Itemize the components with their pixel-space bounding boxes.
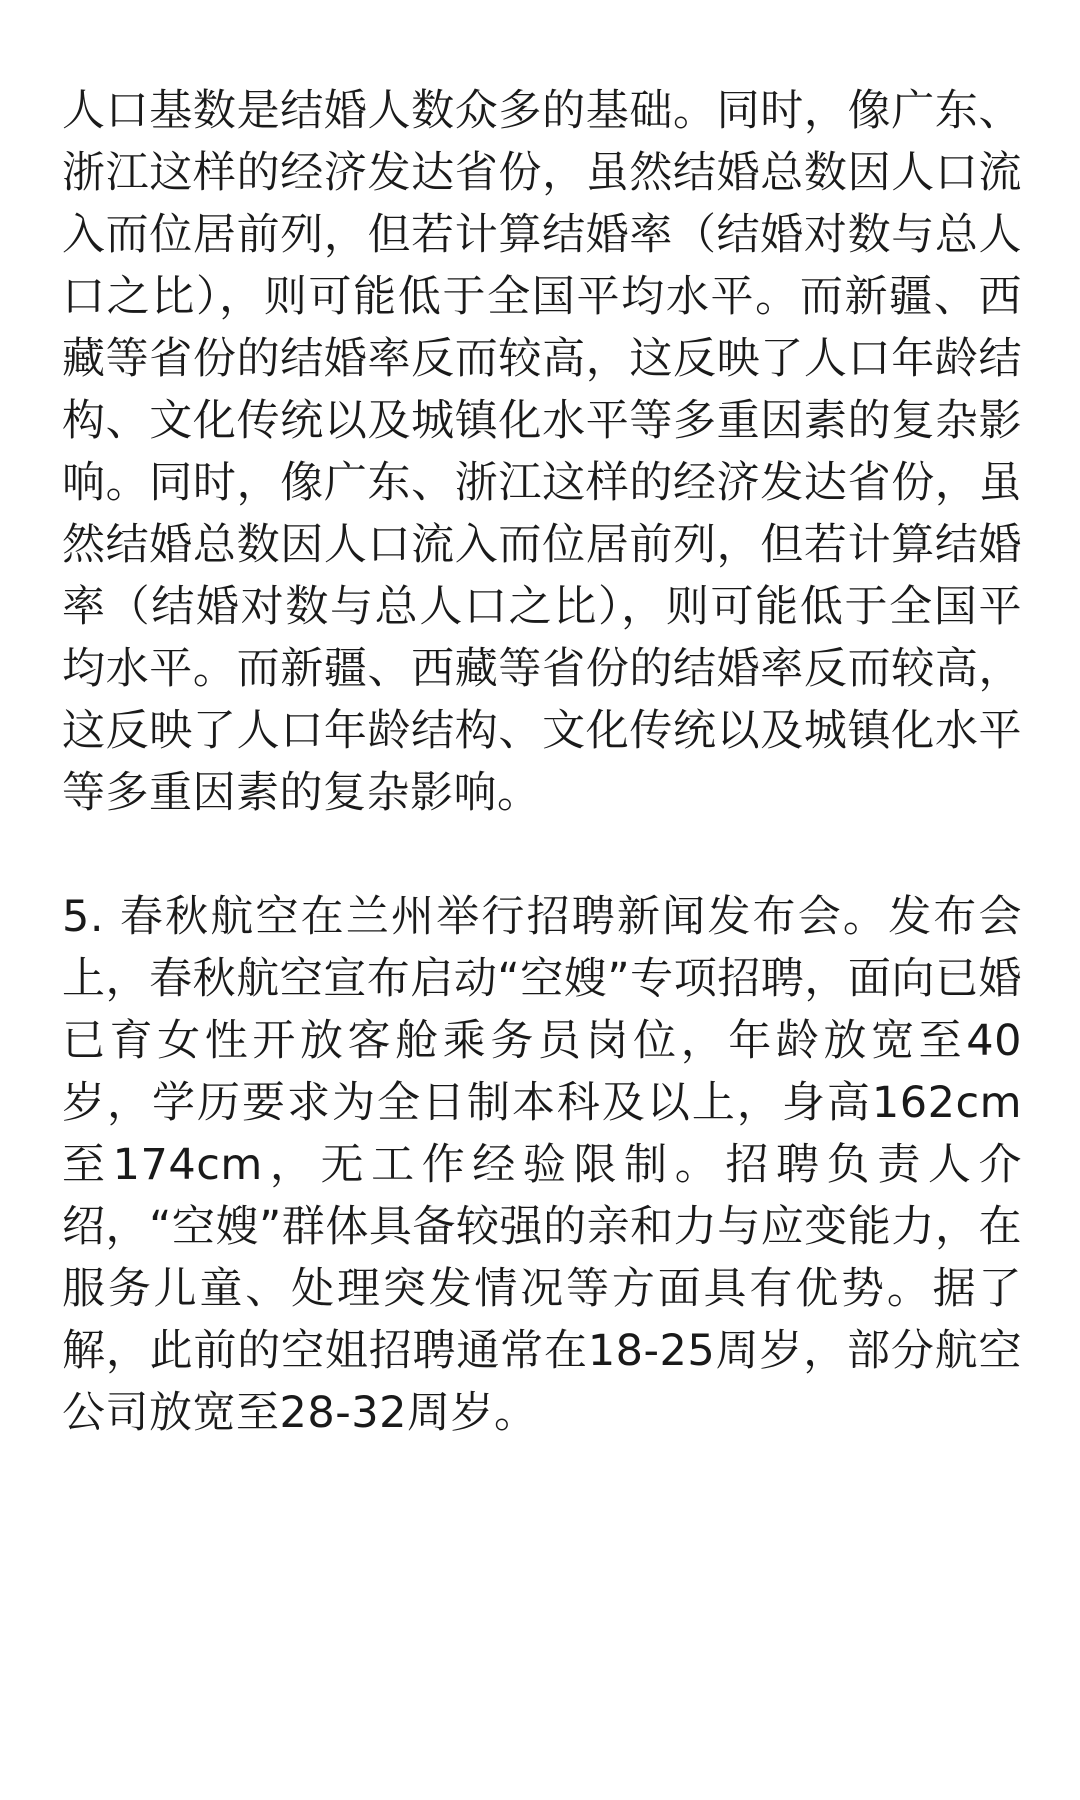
- article-body: [62, 80, 1022, 1444]
- paragraph-spring-airlines-recruitment: 5. 春秋航空在兰州举行招聘新闻发布会。发布会上，春秋航空宣布启动“空嫂”专项招聘，面向已婚已育女性开放客舱乘务员岗位，年龄放宽至40岁，学历要求为全日制本科及以上，身高162cm至174cm，无工作经验限制。招聘负责人介绍，“空嫂”群体具备较强的亲和力与应变能力，在服务儿童、处理突发情况等方面具有优势。据了解，此前的空姐招聘通常在18-25周岁，部分航空公司放宽至28-32周岁。: [62, 892, 1022, 1438]
- paragraph-marriage-rate: 人口基数是结婚人数众多的基础。同时，像广东、浙江这样的经济发达省份，虽然结婚总数因人口流入而位居前列，但若计算结婚率（结婚对数与总人口之比），则可能低于全国平均水平。而新疆、西藏等省份的结婚率反而较高，这反映了人口年龄结构、文化传统以及城镇化水平等多重因素的复杂影响。同时，像广东、浙江这样的经济发达省份，虽然结婚总数因人口流入而位居前列，但若计算结婚率（结婚对数与总人口之比），则可能低于全国平均水平。而新疆、西藏等省份的结婚率反而较高，这反映了人口年龄结构、文化传统以及城镇化水平等多重因素的复杂影响。: [62, 86, 1022, 818]
